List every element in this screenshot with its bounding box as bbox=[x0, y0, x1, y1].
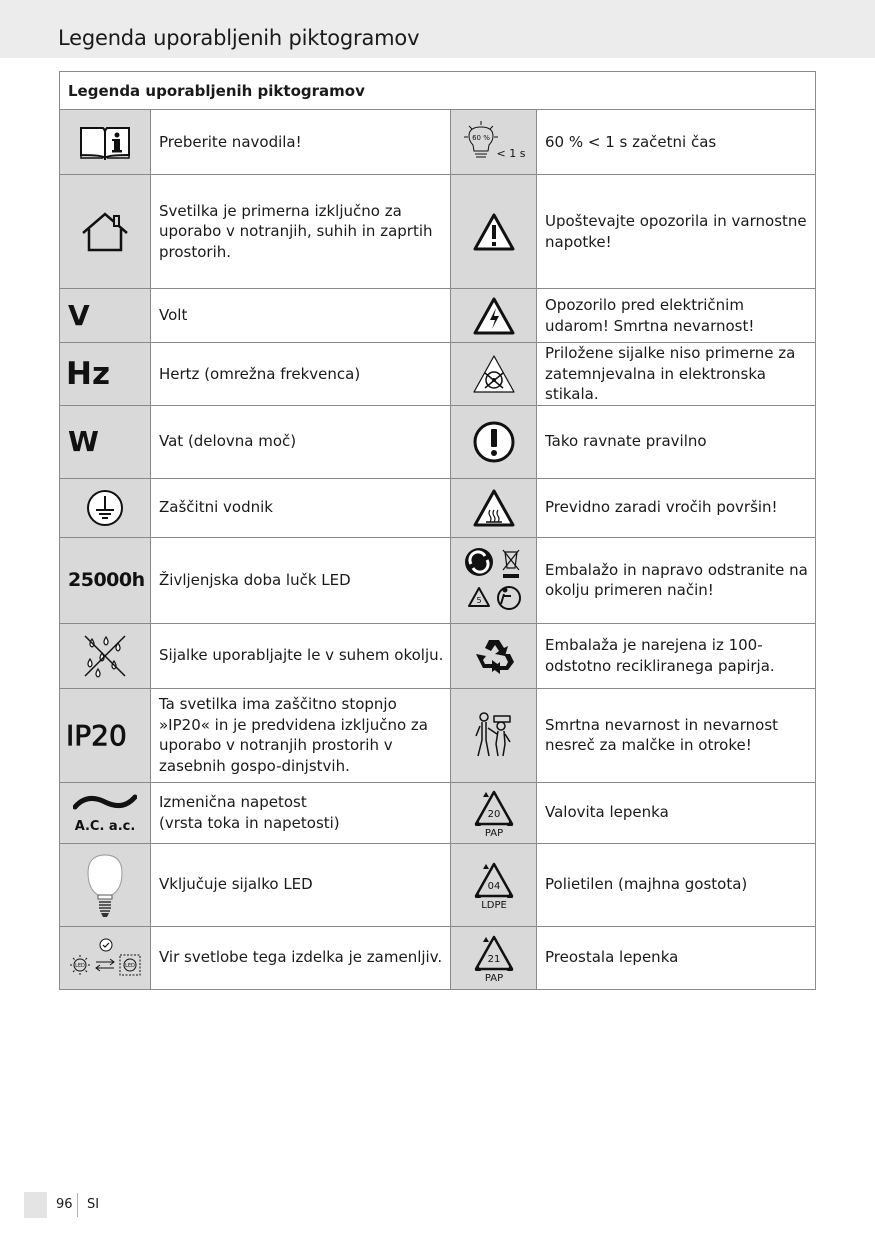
table-row bbox=[60, 843, 816, 926]
recycle-21-pap-icon bbox=[451, 926, 537, 989]
legend-text: Zaščitni vodnik bbox=[151, 478, 451, 537]
table-row bbox=[60, 343, 816, 406]
legend-text: Vključuje sijalko LED bbox=[151, 843, 451, 926]
table-heading: Legenda uporabljenih piktogramov bbox=[60, 72, 816, 110]
table-row bbox=[60, 782, 816, 843]
legend-text: Polietilen (majhna gostota) bbox=[537, 843, 816, 926]
ip20-icon: IP20 bbox=[60, 688, 151, 782]
child-danger-icon bbox=[451, 688, 537, 782]
alternating-current-icon: A.C. a.c. bbox=[60, 782, 151, 843]
table-row bbox=[60, 926, 816, 989]
page-title: Legenda uporabljenih piktogramov bbox=[58, 26, 420, 50]
legend-text: Priložene sijalke niso primerne za zatemnjevalna in elektronska stikala. bbox=[537, 343, 816, 406]
table-row bbox=[60, 688, 816, 782]
hertz-icon: Hz bbox=[60, 343, 151, 406]
no-dimmer-icon bbox=[451, 343, 537, 406]
icon-material-code: PAP bbox=[484, 972, 503, 983]
electric-shock-icon bbox=[451, 289, 537, 343]
legend-text: Hertz (omrežna frekvenca) bbox=[151, 343, 451, 406]
icon-material-code: LDPE bbox=[480, 899, 507, 910]
volt-icon: V bbox=[60, 289, 151, 343]
legend-text: Smrtna nevarnost in nevarnost nesreč za malčke in otroke! bbox=[537, 688, 816, 782]
icon-label-led: LED bbox=[75, 962, 85, 969]
table-row bbox=[60, 405, 816, 478]
hot-surface-icon bbox=[451, 478, 537, 537]
legend-text: Embalažo in napravo odstranite na okolju primeren način! bbox=[537, 537, 816, 623]
legend-text: Opozorilo pred električnim udarom! Smrtna nevarnost! bbox=[537, 289, 816, 343]
legend-text: Valovita lepenka bbox=[537, 782, 816, 843]
page-number: 96 bbox=[56, 1197, 73, 1212]
icon-label-time: < 1 s bbox=[496, 147, 525, 160]
footer-marker bbox=[24, 1192, 47, 1218]
icon-label-led: LED bbox=[125, 962, 135, 969]
legend-text: Tako ravnate pravilno bbox=[537, 405, 816, 478]
icon-resin-number: 21 bbox=[487, 953, 500, 965]
table-row bbox=[60, 478, 816, 537]
lifetime-icon: 25000h bbox=[60, 537, 151, 623]
legend-text: Preberite navodila! bbox=[151, 110, 451, 175]
protective-earth-icon bbox=[60, 478, 151, 537]
legend-text: Previdno zaradi vročih površin! bbox=[537, 478, 816, 537]
icon-label-percent: 60 % bbox=[471, 134, 490, 142]
icon-material-code: PAP bbox=[484, 827, 503, 838]
recycle-04-ldpe-icon bbox=[451, 843, 537, 926]
watt-icon: W bbox=[60, 405, 151, 478]
legend-text-line: (vrsta toka in napetosti) bbox=[159, 813, 340, 832]
disposal-icons bbox=[451, 537, 537, 623]
legend-text: Volt bbox=[151, 289, 451, 343]
legend-text-line: Izmenična napetost bbox=[159, 793, 307, 811]
legend-text: Upoštevajte opozorila in varnostne napotke! bbox=[537, 175, 816, 289]
recycle-20-pap-icon bbox=[451, 782, 537, 843]
indoor-house-icon bbox=[60, 175, 151, 289]
footer-divider bbox=[77, 1193, 78, 1217]
table-row bbox=[60, 537, 816, 623]
warning-triangle-icon bbox=[451, 175, 537, 289]
legend-text-block bbox=[151, 782, 451, 843]
replaceable-light-source-icon bbox=[60, 926, 151, 989]
legend-text: Embalaža je narejena iz 100-odstotno recikliranega papirja. bbox=[537, 623, 816, 688]
start-time-icon bbox=[451, 110, 537, 175]
icon-resin-number: 20 bbox=[487, 808, 500, 820]
no-wet-environment-icon bbox=[60, 623, 151, 688]
read-instructions-icon bbox=[60, 110, 151, 175]
table-row bbox=[60, 175, 816, 289]
legend-text: Vir svetlobe tega izdelka je zamenljiv. bbox=[151, 926, 451, 989]
table-row bbox=[60, 110, 816, 175]
legend-text: Življenjska doba lučk LED bbox=[151, 537, 451, 623]
exclamation-circle-icon bbox=[451, 405, 537, 478]
legend-text: Preostala lepenka bbox=[537, 926, 816, 989]
table-row bbox=[60, 623, 816, 688]
legend-text: Ta svetilka ima zaščitno stopnjo »IP20« in je predvidena izključno za uporabo v notranjih prostorih v zasebnih gospo-dinjstvih. bbox=[151, 688, 451, 782]
icon-resin-number: 04 bbox=[487, 880, 500, 892]
pictogram-legend-table bbox=[59, 71, 816, 990]
legend-text: Svetilka je primerna izključno za uporabo v notranjih, suhih in zaprtih prostorih. bbox=[151, 175, 451, 289]
icon-label-resin-code: 5 bbox=[475, 596, 482, 605]
table-row bbox=[60, 289, 816, 343]
legend-text: Vat (delovna moč) bbox=[151, 405, 451, 478]
led-bulb-icon bbox=[60, 843, 151, 926]
legend-text: Sijalke uporabljajte le v suhem okolju. bbox=[151, 623, 451, 688]
language-code: SI bbox=[87, 1197, 100, 1212]
recycle-icon bbox=[451, 623, 537, 688]
legend-text: 60 % < 1 s začetni čas bbox=[537, 110, 816, 175]
